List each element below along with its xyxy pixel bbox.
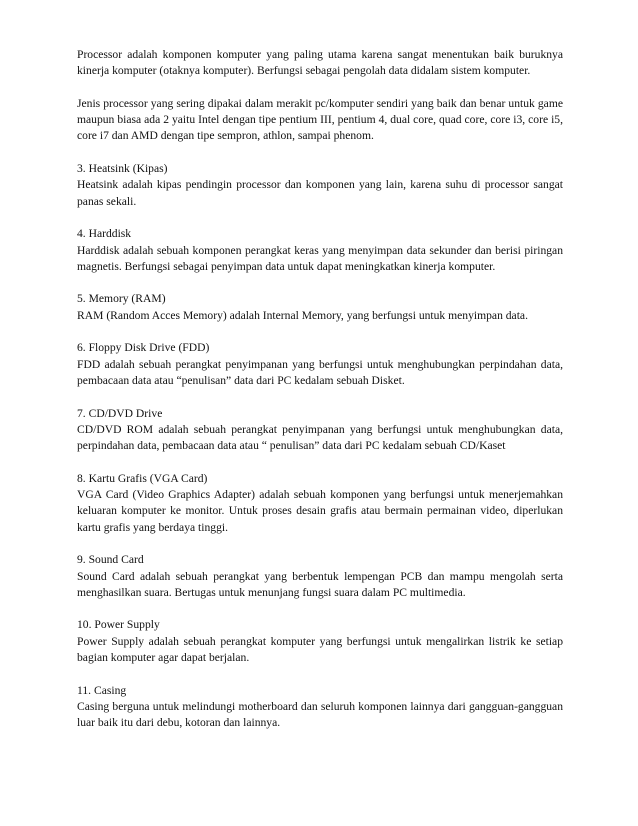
section-body: Casing berguna untuk melindungi motherboard dan seluruh komponen lainnya dari gangguan-gangguan luar baik itu dari debu, kotoran dan lainnya. bbox=[77, 699, 563, 730]
section-body: RAM (Random Acces Memory) adalah Internal Memory, yang berfungsi untuk menyimpan data. bbox=[77, 308, 528, 322]
document-page bbox=[77, 47, 563, 748]
section-memory bbox=[77, 291, 563, 324]
section-body: Sound Card adalah sebuah perangkat yang berbentuk lempengan PCB dan mampu mengolah serta menghasilkan suara. Bertugas untuk menunjang fungsi suara dalam PC multimedia. bbox=[77, 569, 563, 599]
section-body: Power Supply adalah sebuah perangkat komputer yang berfungsi untuk mengalirkan listrik ke setiap bagian komputer agar dapat berjalan. bbox=[77, 634, 563, 664]
intro-paragraph-processor: Processor adalah komponen komputer yang paling utama karena sangat menentukan baik buruknya kinerja komputer (otaknya komputer). Berfungsi sebagai pengolah data didalam sistem komputer. bbox=[77, 48, 563, 78]
section-heading: 4. Harddisk bbox=[77, 227, 132, 241]
section-harddisk bbox=[77, 226, 563, 275]
section-power-supply bbox=[77, 617, 563, 666]
section-casing bbox=[77, 683, 563, 732]
section-heading: 8. Kartu Grafis (VGA Card) bbox=[77, 471, 208, 485]
section-heading: 6. Floppy Disk Drive (FDD) bbox=[77, 341, 210, 355]
section-body: CD/DVD ROM adalah sebuah perangkat penyimpanan yang berfungsi untuk menghubungkan data, perpindahan data, pembacaan data atau “ penulisan” data dari PC kedalam sebuah CD/Kaset bbox=[77, 422, 563, 453]
section-cd-dvd-drive bbox=[77, 406, 563, 455]
section-heading: 9. Sound Card bbox=[77, 553, 144, 567]
section-body: Harddisk adalah sebuah komponen perangkat keras yang menyimpan data sekunder dan berisi piringan magnetis. Berfungsi sebagai penyimpan data untuk dapat meningkatkan kinerja komputer. bbox=[77, 243, 563, 273]
section-floppy-disk-drive bbox=[77, 340, 563, 389]
section-heading: 3. Heatsink (Kipas) bbox=[77, 162, 168, 176]
section-heading: 11. Casing bbox=[77, 683, 127, 697]
section-body: Heatsink adalah kipas pendingin processor dan komponen yang lain, karena suhu di processor sangat panas sekali. bbox=[77, 178, 563, 208]
section-heading: 7. CD/DVD Drive bbox=[77, 406, 163, 420]
section-heatsink bbox=[77, 161, 563, 210]
section-body: FDD adalah sebuah perangkat penyimpanan yang berfungsi untuk menghubungkan perpindahan data, pembacaan data atau “penulisan” data dari PC kedalam sebuah Disket. bbox=[77, 357, 563, 387]
section-heading: 10. Power Supply bbox=[77, 618, 160, 632]
section-sound-card bbox=[77, 552, 563, 601]
section-vga-card bbox=[77, 471, 563, 536]
intro-paragraph-processor-types: Jenis processor yang sering dipakai dalam merakit pc/komputer sendiri yang baik dan benar untuk game maupun biasa ada 2 yaitu Intel dengan tipe pentium III, pentium 4, dual core, quad core, core i3, core i5, core i7 dan AMD dengan tipe sempron, athlon, sampai phenom. bbox=[77, 96, 563, 143]
section-heading: 5. Memory (RAM) bbox=[77, 292, 166, 306]
section-body: VGA Card (Video Graphics Adapter) adalah sebuah komponen yang berfungsi untuk menerjemahkan keluaran komputer ke monitor. Untuk proses desain grafis atau bermain permainan video, diperlukan kartu grafis yang berdaya tinggi. bbox=[77, 488, 563, 534]
